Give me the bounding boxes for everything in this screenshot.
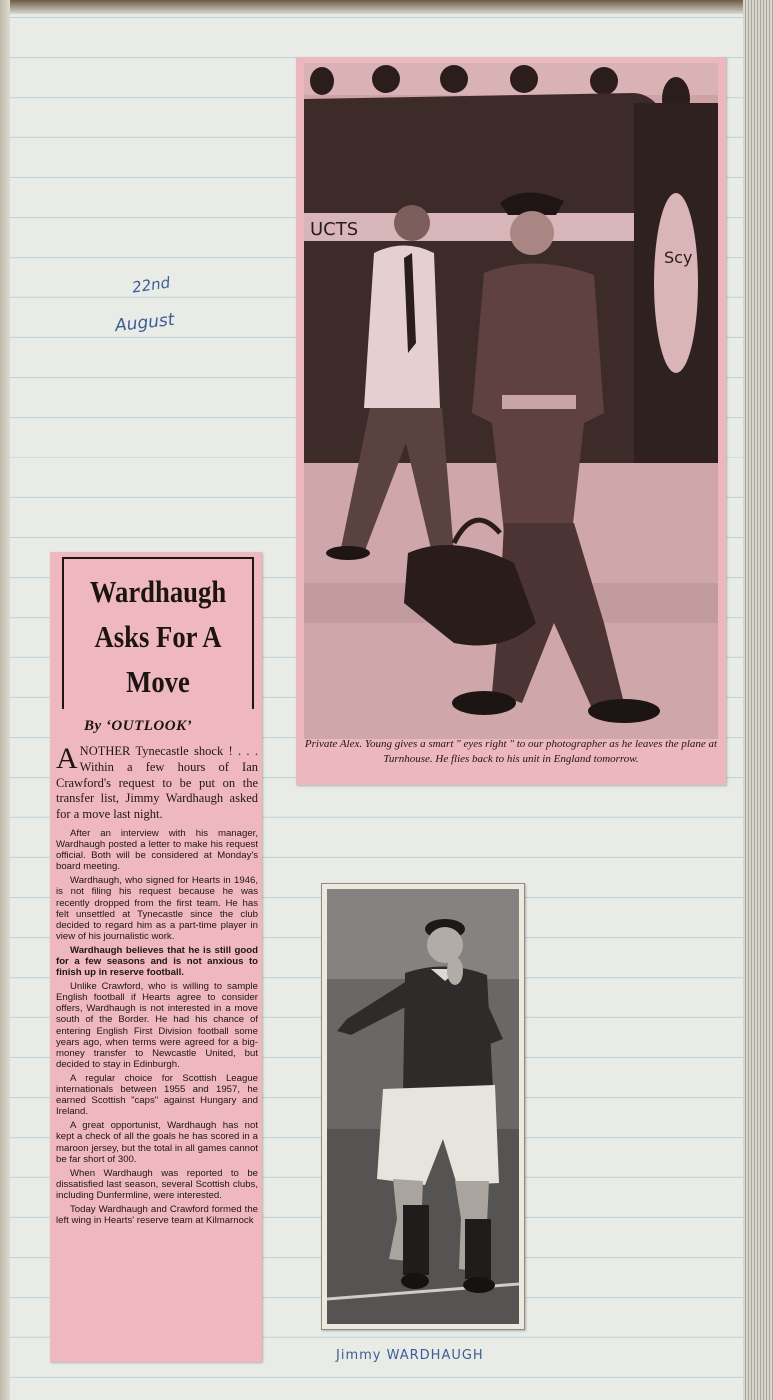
page-top-edge: [0, 0, 773, 14]
page-stack-edge: [743, 0, 773, 1400]
photo-clipping-soldier: [296, 57, 726, 785]
headline-frame: [62, 557, 254, 709]
photo-caption: Private Alex. Young gives a smart " eyes right " to our photographer as he leaves the plane at Turnhouse. He flies back to his unit in England tomorrow.: [304, 738, 718, 765]
fuselage-sign-text: UCTS: [310, 219, 359, 240]
newspaper-article-clipping: [50, 552, 262, 1362]
drop-cap: A: [56, 742, 78, 775]
handwritten-date-month: August: [114, 309, 176, 337]
photo-clipping-footballer: [321, 883, 525, 1330]
article-paragraph: When Wardhaugh was reported to be dissatisfied last season, several Scottish clubs, including Dunfermline, were interested.: [56, 1167, 258, 1201]
roundel-text: Scy: [664, 248, 693, 267]
article-paragraph: Wardhaugh, who signed for Hearts in 1946, is not filing his request because he was recently dropped from the first team. He has felt unsettled at Tynecastle since the club decided to regard him as a part-time player in view of his journalistic work.: [56, 875, 258, 942]
article-paragraph: A regular choice for Scottish League internationals between 1955 and 1957, he earned Scottish "caps" against Hungary and Ireland.: [56, 1072, 258, 1118]
article-paragraph: Today Wardhaugh and Crawford formed the left wing in Hearts' reserve team at Kilmarnock: [56, 1203, 258, 1227]
article-paragraph: After an interview with his manager, Wardhaugh posted a letter to make his request official. Both will be considered at Monday's board meeting.: [56, 827, 258, 873]
article-body: [56, 744, 258, 1229]
binding-edge: [0, 0, 10, 1400]
article-lead-paragraph: [56, 744, 258, 823]
handwritten-date-day: 22nd: [130, 273, 172, 297]
article-headline: Wardhaugh Asks For A Move: [89, 574, 227, 699]
lead-text: NOTHER Tynecastle shock ! . . . Within a few hours of Ian Crawford's request to be put on the transfer list, Jimmy Wardhaugh asked for a move last night.: [56, 744, 258, 822]
photo-soldier-at-plane: [304, 63, 718, 791]
article-paragraph: A great opportunist, Wardhaugh has not kept a check of all the goals he has scored in a maroon jersey, but the total in all games cannot be far short of 300.: [56, 1120, 258, 1165]
handwritten-player-name: Jimmy WARDHAUGH: [336, 1348, 484, 1363]
article-paragraph: Unlike Crawford, who is willing to sample English football if Hearts agree to consider offers, Wardhaugh is not interested in a move south of the Border. He had his chance of entering English First Division football some years ago, when terms were agreed for a big-money transfer to Newcastle United, but decided to stay in Edinburgh.: [56, 981, 258, 1070]
article-byline: By ‘OUTLOOK’: [84, 718, 193, 734]
article-paragraph-bold: Wardhaugh believes that he is still good for a few seasons and is not anxious to finish up in reserve football.: [56, 944, 258, 979]
photo-footballer: [327, 889, 519, 1324]
